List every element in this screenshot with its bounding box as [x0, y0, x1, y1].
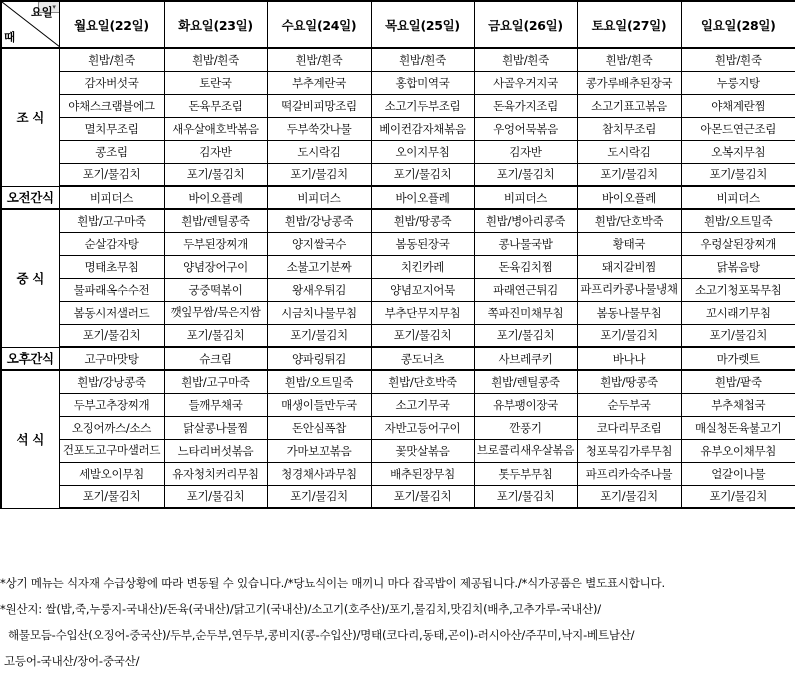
breakfast-row — [1, 117, 795, 140]
breakfast-label: 조 식 — [1, 48, 59, 186]
menu-cell: 가마보꼬볶음 — [267, 439, 371, 462]
menu-cell: 톳두부무침 — [474, 462, 577, 485]
filter-dropdown-button[interactable]: ▾ — [38, 1, 59, 13]
menu-cell: 소고기무국 — [371, 393, 474, 416]
menu-cell: 부추단무지무침 — [371, 301, 474, 324]
menu-cell: 흰밥/병아리콩죽 — [474, 209, 577, 232]
menu-cell: 깐풍기 — [474, 416, 577, 439]
menu-cell: 왕새우튀김 — [267, 278, 371, 301]
menu-cell: 콩가루배추된장국 — [577, 71, 681, 94]
dinner-row — [1, 416, 795, 439]
menu-cell: 두부쑥갓나물 — [267, 117, 371, 140]
menu-cell: 얼갈이나물 — [681, 462, 795, 485]
menu-cell: 토란국 — [164, 71, 267, 94]
dinner-row — [1, 393, 795, 416]
note-line: 해물모듬-수입산(오징어-중국산)/두부,순두부,연두부,콩비지(콩-수입산)/명태(코다리,동태,곤이)-러시아산/주꾸미,낙지-베트남산/ — [8, 628, 635, 642]
menu-cell: 자반고등어구이 — [371, 416, 474, 439]
menu-cell: 포기/물김치 — [267, 485, 371, 508]
menu-cell: 돈육김치찜 — [474, 255, 577, 278]
menu-cell: 오복지무침 — [681, 140, 795, 163]
breakfast-row — [1, 140, 795, 163]
menu-cell: 포기/물김치 — [474, 485, 577, 508]
menu-cell: 포기/물김치 — [577, 485, 681, 508]
dinner-row — [1, 439, 795, 462]
dinner-row — [1, 485, 795, 508]
day-header-fri: 금요일(26일) — [474, 1, 577, 48]
menu-cell: 바나나 — [577, 347, 681, 370]
menu-cell: 오징어까스/소스 — [59, 416, 164, 439]
menu-cell: 건포도고구마샐러드 — [59, 439, 164, 462]
menu-cell: 비피더스 — [474, 186, 577, 209]
menu-cell: 바이오플레 — [371, 186, 474, 209]
menu-cell: 흰밥/흰죽 — [577, 48, 681, 71]
menu-cell: 돈육무조림 — [164, 94, 267, 117]
menu-cell: 콩나물국밥 — [474, 232, 577, 255]
corner-header-cell — [1, 1, 59, 48]
menu-cell: 파래연근튀김 — [474, 278, 577, 301]
menu-cell: 야채스크램블에그 — [59, 94, 164, 117]
menu-cell: 청포묵김가루무침 — [577, 439, 681, 462]
menu-cell: 양념장어구이 — [164, 255, 267, 278]
menu-cell: 감자버섯국 — [59, 71, 164, 94]
menu-cell: 마가렛트 — [681, 347, 795, 370]
day-header-thu: 목요일(25일) — [371, 1, 474, 48]
menu-cell: 포기/물김치 — [371, 324, 474, 347]
menu-cell: 양파링튀김 — [267, 347, 371, 370]
menu-cell: 유자청치커리무침 — [164, 462, 267, 485]
dinner-row — [1, 370, 795, 393]
menu-cell: 야채계란찜 — [681, 94, 795, 117]
menu-cell: 두부된장찌개 — [164, 232, 267, 255]
menu-cell: 포기/물김치 — [681, 485, 795, 508]
breakfast-row — [1, 163, 795, 186]
menu-cell: 세발오이무침 — [59, 462, 164, 485]
day-header-mon: 월요일(22일) — [59, 1, 164, 48]
menu-cell: 포기/물김치 — [681, 163, 795, 186]
menu-cell: 비피더스 — [59, 186, 164, 209]
menu-cell: 깻잎무쌈/묵은지쌈 — [164, 301, 267, 324]
am-snack-row — [1, 186, 795, 209]
menu-cell: 흰밥/강낭콩죽 — [59, 370, 164, 393]
menu-cell: 흰밥/고구마죽 — [59, 209, 164, 232]
menu-cell: 아몬드연근조림 — [681, 117, 795, 140]
menu-cell: 포기/물김치 — [164, 163, 267, 186]
lunch-row — [1, 301, 795, 324]
breakfast-row — [1, 48, 795, 71]
menu-cell: 꽃맛살볶음 — [371, 439, 474, 462]
menu-cell: 봄동시저샐러드 — [59, 301, 164, 324]
menu-cell: 고구마맛탕 — [59, 347, 164, 370]
menu-cell: 순살감자탕 — [59, 232, 164, 255]
menu-cell: 흰밥/단호박죽 — [371, 370, 474, 393]
menu-cell: 파프리카숙주나물 — [577, 462, 681, 485]
menu-cell: 포기/물김치 — [59, 324, 164, 347]
menu-cell: 김자반 — [474, 140, 577, 163]
note-line: 고등어-국내산/장어-중국산/ — [4, 654, 140, 668]
note-line: *원산지: 쌀(밥,죽,누룽지-국내산)/돈육(국내산)/닭고기(국내산)/소고기(호주산)/포기,물김치,맛김치(배추,고추가루-국내산)/ — [0, 602, 601, 616]
menu-cell: 브로콜리새우살볶음 — [474, 439, 577, 462]
menu-cell: 바이오플레 — [577, 186, 681, 209]
menu-cell: 흰밥/흰죽 — [59, 48, 164, 71]
menu-cell: 흰밥/흰죽 — [371, 48, 474, 71]
note-line: *상기 메뉴는 식자재 수급상황에 따라 변동될 수 있습니다./*당뇨식이는 매끼니 마다 잡곡밥이 제공됩니다./*식가공품은 별도표시합니다. — [0, 576, 665, 590]
menu-cell: 홍합미역국 — [371, 71, 474, 94]
menu-cell: 돈육가지조림 — [474, 94, 577, 117]
dinner-label: 석 식 — [1, 370, 59, 508]
corner-time-label: 때 — [4, 30, 15, 44]
menu-cell: 닭살콩나물찜 — [164, 416, 267, 439]
menu-cell: 매생이들만두국 — [267, 393, 371, 416]
menu-cell: 들깨무채국 — [164, 393, 267, 416]
menu-cell: 흰밥/오트밀죽 — [267, 370, 371, 393]
menu-cell: 치킨카레 — [371, 255, 474, 278]
menu-cell: 흰밥/오트밀죽 — [681, 209, 795, 232]
menu-cell: 황태국 — [577, 232, 681, 255]
am-snack-label: 오전간식 — [1, 186, 59, 209]
menu-cell: 베이컨감자채볶음 — [371, 117, 474, 140]
menu-cell: 멸치무조림 — [59, 117, 164, 140]
menu-cell: 우엉어묵볶음 — [474, 117, 577, 140]
menu-cell: 흰밥/흰죽 — [474, 48, 577, 71]
lunch-row — [1, 324, 795, 347]
menu-cell: 김자반 — [164, 140, 267, 163]
menu-cell: 슈크림 — [164, 347, 267, 370]
menu-cell: 새우살애호박볶음 — [164, 117, 267, 140]
menu-cell: 흰밥/흰죽 — [681, 48, 795, 71]
menu-cell: 순두부국 — [577, 393, 681, 416]
menu-cell: 물파래옥수수전 — [59, 278, 164, 301]
menu-cell: 배추된장무침 — [371, 462, 474, 485]
lunch-row — [1, 209, 795, 232]
menu-cell: 참치무조림 — [577, 117, 681, 140]
menu-cell: 콩조림 — [59, 140, 164, 163]
menu-cell: 오이지무침 — [371, 140, 474, 163]
menu-cell: 닭볶음탕 — [681, 255, 795, 278]
menu-cell: 소불고기분짜 — [267, 255, 371, 278]
menu-cell: 돼지갈비찜 — [577, 255, 681, 278]
menu-cell: 흰밥/렌틸콩죽 — [474, 370, 577, 393]
notes-section — [0, 570, 795, 674]
menu-cell: 흰밥/강낭콩죽 — [267, 209, 371, 232]
pm-snack-row — [1, 347, 795, 370]
menu-cell: 비피더스 — [267, 186, 371, 209]
menu-cell: 흰밥/흰죽 — [164, 48, 267, 71]
breakfast-row — [1, 94, 795, 117]
menu-cell: 포기/물김치 — [371, 163, 474, 186]
menu-cell: 포기/물김치 — [371, 485, 474, 508]
menu-cell: 바이오플레 — [164, 186, 267, 209]
menu-cell: 흰밥/팥죽 — [681, 370, 795, 393]
pm-snack-label: 오후간식 — [1, 347, 59, 370]
menu-cell: 두부고추장찌개 — [59, 393, 164, 416]
menu-cell: 포기/물김치 — [577, 163, 681, 186]
menu-cell: 봄동나물무침 — [577, 301, 681, 324]
menu-cell: 양지쌀국수 — [267, 232, 371, 255]
menu-cell: 양념꼬지어묵 — [371, 278, 474, 301]
lunch-row — [1, 278, 795, 301]
day-header-tue: 화요일(23일) — [164, 1, 267, 48]
menu-cell: 떡갈비피망조림 — [267, 94, 371, 117]
menu-cell: 매실청돈육불고기 — [681, 416, 795, 439]
menu-cell: 포기/물김치 — [164, 324, 267, 347]
day-header-sun: 일요일(28일) — [681, 1, 795, 48]
day-header-sat: 토요일(27일) — [577, 1, 681, 48]
lunch-row — [1, 255, 795, 278]
menu-cell: 명태초무침 — [59, 255, 164, 278]
lunch-row — [1, 232, 795, 255]
menu-cell: 돈안심폭찹 — [267, 416, 371, 439]
menu-cell: 흰밥/렌틸콩죽 — [164, 209, 267, 232]
menu-cell: 포기/물김치 — [681, 324, 795, 347]
dinner-row — [1, 462, 795, 485]
menu-cell: 유부오이채무침 — [681, 439, 795, 462]
menu-cell: 소고기표고볶음 — [577, 94, 681, 117]
menu-cell: 우렁살된장찌개 — [681, 232, 795, 255]
menu-cell: 느타리버섯볶음 — [164, 439, 267, 462]
menu-cell: 흰밥/땅콩죽 — [577, 370, 681, 393]
menu-cell: 시금치나물무침 — [267, 301, 371, 324]
menu-cell: 포기/물김치 — [59, 163, 164, 186]
day-header-wed: 수요일(24일) — [267, 1, 371, 48]
menu-cell: 소고기청포묵무침 — [681, 278, 795, 301]
menu-cell: 포기/물김치 — [267, 163, 371, 186]
menu-cell: 흰밥/땅콩죽 — [371, 209, 474, 232]
lunch-label: 중 식 — [1, 209, 59, 347]
menu-cell: 포기/물김치 — [474, 163, 577, 186]
corner-day-label: 요일 — [30, 5, 53, 19]
menu-cell: 소고기두부조림 — [371, 94, 474, 117]
menu-cell: 부추채첩국 — [681, 393, 795, 416]
menu-cell: 파프리카콩나물냉채 — [577, 278, 681, 301]
menu-cell: 흰밥/고구마죽 — [164, 370, 267, 393]
menu-cell: 콩도너츠 — [371, 347, 474, 370]
menu-cell: 비피더스 — [681, 186, 795, 209]
menu-cell: 흰밥/단호박죽 — [577, 209, 681, 232]
menu-cell: 포기/물김치 — [164, 485, 267, 508]
menu-cell: 사골우거지국 — [474, 71, 577, 94]
menu-cell: 포기/물김치 — [267, 324, 371, 347]
menu-cell: 포기/물김치 — [474, 324, 577, 347]
menu-cell: 쪽파진미채무침 — [474, 301, 577, 324]
menu-cell: 부추계란국 — [267, 71, 371, 94]
menu-cell: 궁중떡볶이 — [164, 278, 267, 301]
menu-cell: 포기/물김치 — [577, 324, 681, 347]
menu-cell: 봄동된장국 — [371, 232, 474, 255]
menu-cell: 포기/물김치 — [59, 485, 164, 508]
menu-cell: 도시락김 — [577, 140, 681, 163]
header-row — [1, 1, 795, 48]
menu-cell: 누룽지탕 — [681, 71, 795, 94]
menu-cell: 유부팽이장국 — [474, 393, 577, 416]
menu-cell: 꼬시래기무침 — [681, 301, 795, 324]
menu-cell: 도시락김 — [267, 140, 371, 163]
menu-cell: 사브레쿠키 — [474, 347, 577, 370]
menu-cell: 흰밥/흰죽 — [267, 48, 371, 71]
menu-cell: 코다리무조림 — [577, 416, 681, 439]
breakfast-row — [1, 71, 795, 94]
menu-cell: 청경채사과무침 — [267, 462, 371, 485]
